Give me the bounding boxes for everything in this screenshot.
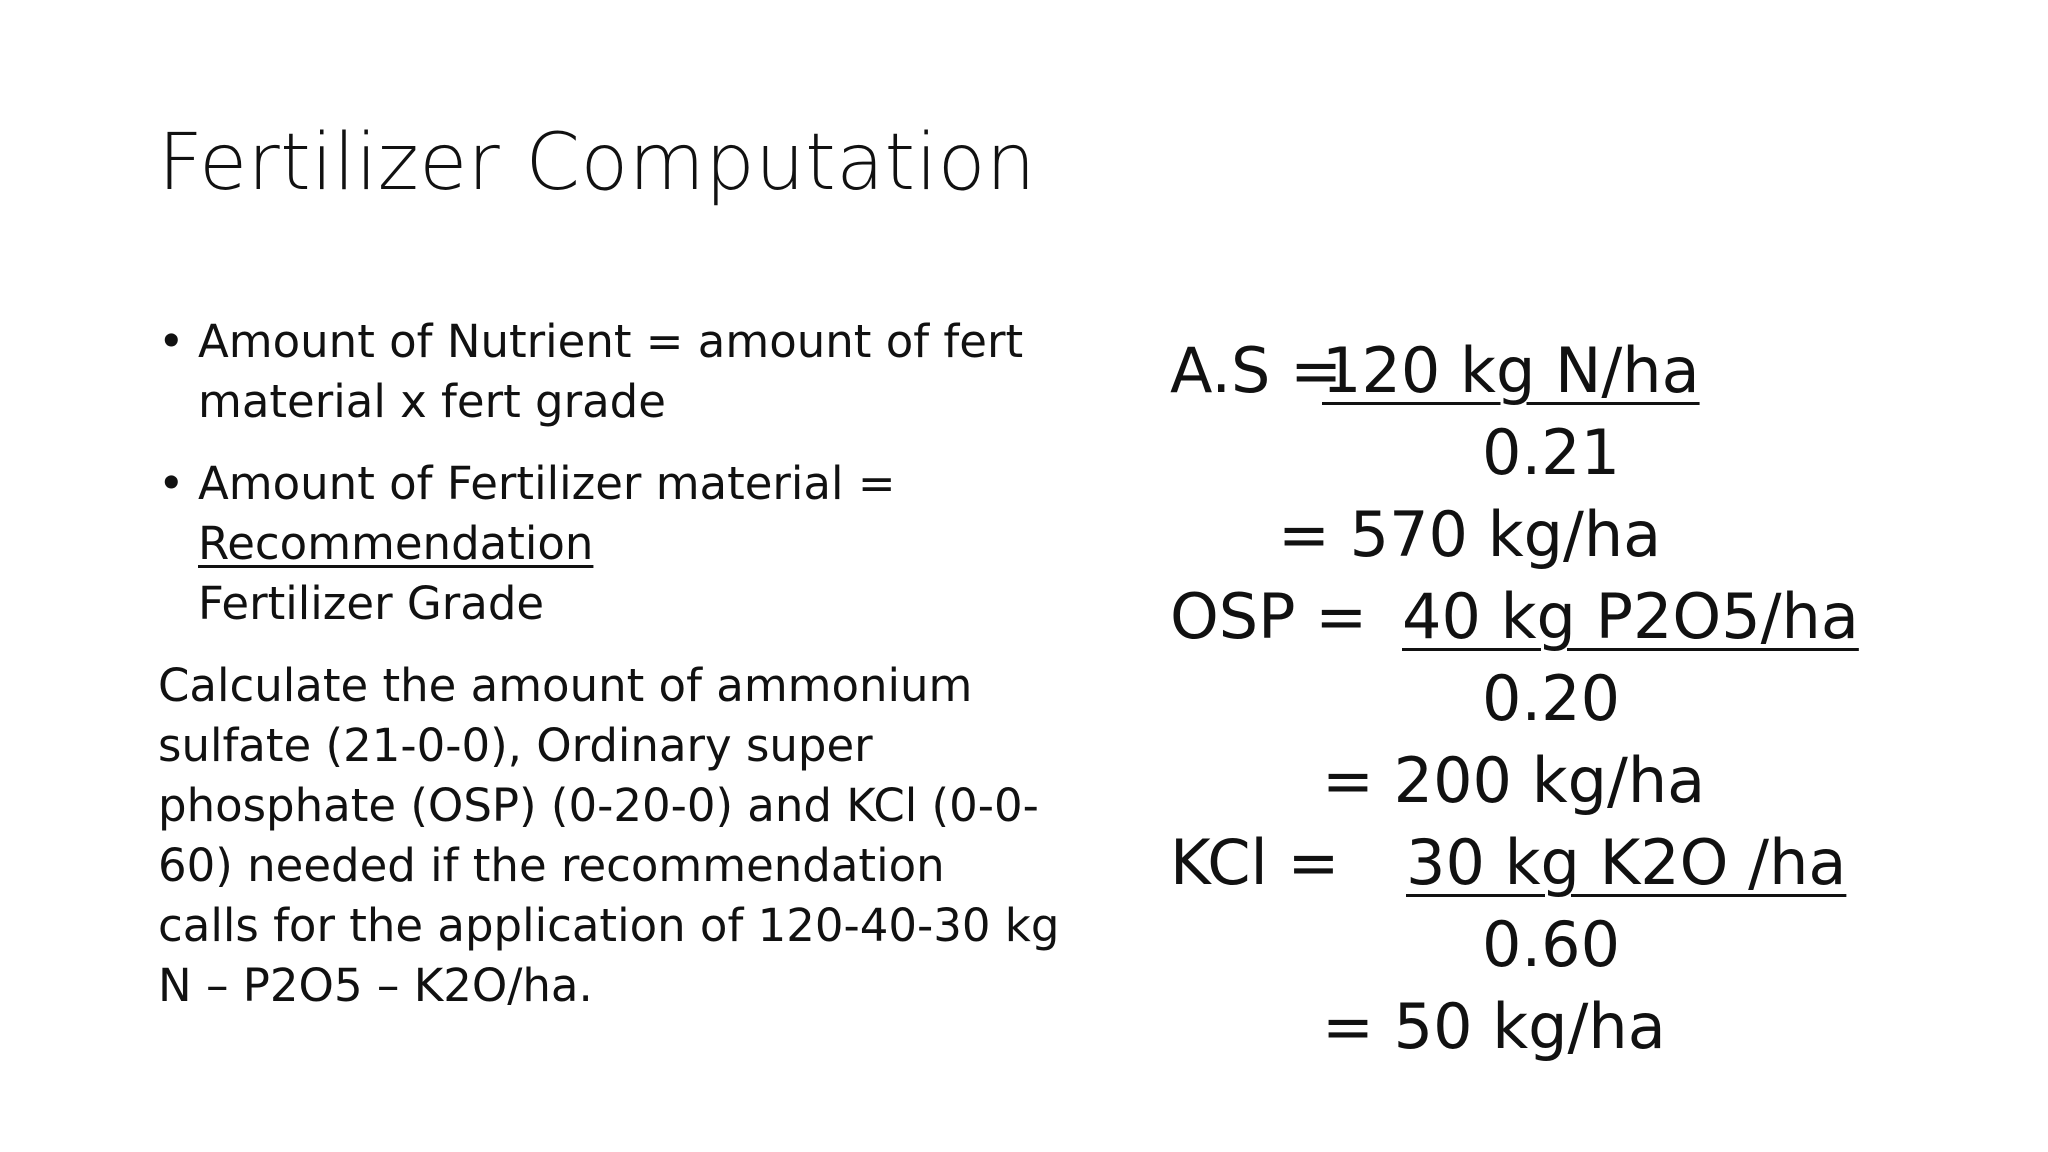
calc-osp-result-row xyxy=(1170,740,2020,822)
calc-denominator: 0.20 xyxy=(1482,662,1621,735)
calc-label: OSP = xyxy=(1170,580,1368,653)
calc-numerator: 40 kg P2O5/ha xyxy=(1402,580,1859,653)
calc-kcl-numerator-row xyxy=(1170,822,2020,904)
formula-denominator: Fertilizer Grade xyxy=(198,577,545,630)
left-content xyxy=(158,312,1088,1016)
calc-as-numerator-row xyxy=(1170,330,2020,412)
problem-line: 60) needed if the recommendation xyxy=(158,839,945,892)
calc-as-result-row xyxy=(1170,494,2020,576)
bullet-nutrient-formula xyxy=(158,312,1088,432)
bullet-icon: • xyxy=(158,315,185,368)
calc-numerator: 120 kg N/ha xyxy=(1322,334,1700,407)
calc-denominator: 0.60 xyxy=(1482,908,1621,981)
bullet-line: Amount of Nutrient = amount of fert xyxy=(198,315,1024,368)
formula-numerator-text: Recommendation xyxy=(198,517,594,570)
calc-numerator: 30 kg K2O /ha xyxy=(1406,826,1847,899)
calc-kcl-denominator-row xyxy=(1170,904,2020,986)
calculations xyxy=(1170,330,2020,1068)
problem-line: N – P2O5 – K2O/ha. xyxy=(158,959,593,1012)
bullet-line: material x fert grade xyxy=(198,375,666,428)
calc-denominator: 0.21 xyxy=(1482,416,1621,489)
calc-result: = 50 kg/ha xyxy=(1322,990,1666,1063)
bullet-line: Amount of Fertilizer material = xyxy=(198,457,896,510)
formula-numerator xyxy=(198,514,1088,574)
calc-kcl-result-row xyxy=(1170,986,2020,1068)
calc-as-denominator-row xyxy=(1170,412,2020,494)
problem-line: sulfate (21-0-0), Ordinary super xyxy=(158,719,873,772)
slide-title: Fertilizer Computation xyxy=(158,118,1036,208)
calc-label: KCl = xyxy=(1170,826,1340,899)
calc-osp-denominator-row xyxy=(1170,658,2020,740)
calc-label: A.S = xyxy=(1170,334,1343,407)
bullet-material-formula xyxy=(158,454,1088,634)
problem-statement xyxy=(158,656,1088,1016)
problem-line: phosphate (OSP) (0-20-0) and KCl (0-0- xyxy=(158,779,1039,832)
bullet-icon: • xyxy=(158,457,185,510)
problem-line: calls for the application of 120-40-30 kg xyxy=(158,899,1060,952)
calc-osp-numerator-row xyxy=(1170,576,2020,658)
calc-result: = 570 kg/ha xyxy=(1278,498,1662,571)
problem-line: Calculate the amount of ammonium xyxy=(158,659,973,712)
calc-result: = 200 kg/ha xyxy=(1322,744,1706,817)
